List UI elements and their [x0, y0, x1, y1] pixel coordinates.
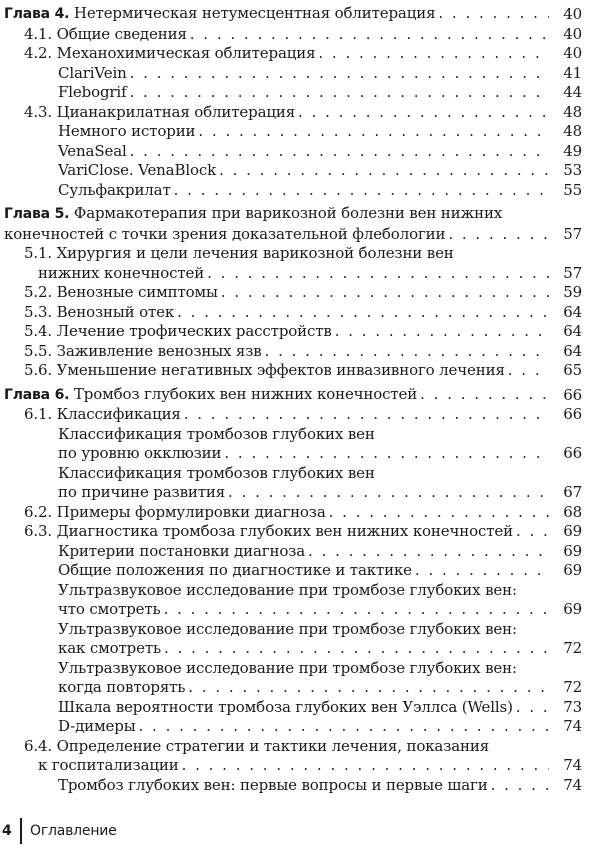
toc-entry-text [38, 264, 204, 284]
toc-title: Немного истории [58, 122, 196, 140]
toc-entry-line [58, 122, 552, 142]
toc-page-number: 69 [563, 522, 582, 540]
toc-title: к госпитализации [38, 756, 179, 774]
toc-entry-text [58, 161, 216, 181]
toc-page-number: 40 [563, 24, 582, 43]
toc-page-number: 66 [563, 444, 582, 462]
toc-page-number: 57 [563, 263, 582, 282]
toc-title: Критерии постановки диагноза [58, 541, 306, 560]
dot-leader [228, 483, 549, 503]
toc-entry-line [24, 264, 552, 284]
footer-divider [20, 818, 22, 844]
toc-title: 4.3. Цианакрилатная облитерация [24, 102, 296, 121]
toc-entry-line [24, 503, 552, 523]
toc-entry-text [58, 542, 305, 562]
toc-entry-text [58, 717, 136, 737]
toc-entry-text [4, 204, 502, 222]
toc-entry-line [58, 444, 552, 464]
toc-section-entry [0, 322, 582, 342]
toc-subsection-entry [0, 161, 582, 181]
toc-page-number: 48 [563, 122, 582, 140]
toc-title: Ультразвуковое исследование при тромбозе глубоких вен: [58, 580, 517, 599]
toc-entry-text [58, 600, 161, 620]
toc-title: 6.3. Диагностика тромбоза глубоких вен нижних конечностей [24, 522, 513, 540]
toc-entry-line [24, 25, 552, 45]
dot-leader [164, 639, 549, 659]
toc-section-entry [0, 44, 582, 64]
dot-leader [184, 405, 549, 425]
toc-page-number: 40 [563, 5, 582, 23]
toc-entry-text [24, 322, 332, 342]
toc-entry-line [24, 322, 552, 342]
toc-page-number: 67 [563, 483, 582, 501]
toc-entry-line [58, 717, 552, 737]
toc-entry-line [24, 283, 552, 303]
toc-title: 6.1. Классификация [24, 405, 181, 423]
toc-page-number: 41 [563, 63, 582, 82]
toc-page-number: 74 [563, 775, 582, 794]
toc-section-entry [0, 405, 582, 425]
toc-entry-line [58, 698, 552, 718]
toc-subsection-entry [0, 64, 582, 84]
toc-entry-text [58, 678, 185, 698]
toc-entry-text [24, 342, 262, 362]
dot-leader [188, 678, 549, 698]
toc-entry-line [58, 600, 552, 620]
toc-entry-text [58, 425, 375, 443]
toc-page-number: 49 [563, 141, 582, 160]
toc-page-number: 73 [563, 697, 582, 716]
toc-subsection-entry [0, 581, 582, 620]
toc-entry-text [24, 244, 454, 262]
toc-title: 5.1. Хирургия и цели лечения варикозной болезни вен [24, 244, 454, 262]
toc-section-entry [0, 244, 582, 283]
toc-entry-text [58, 561, 412, 581]
toc-title: что смотреть [58, 600, 161, 618]
dot-leader [130, 64, 549, 84]
toc-entry-text [24, 405, 181, 425]
dot-leader [190, 25, 549, 45]
toc-entry-text [58, 776, 488, 796]
toc-entry-text [4, 225, 445, 245]
toc-entry-line [58, 161, 552, 181]
toc-section-entry [0, 737, 582, 776]
toc-entry-text [58, 698, 513, 718]
toc-entry-line [58, 620, 552, 640]
dot-leader [516, 522, 549, 542]
toc-entry-line [24, 756, 552, 776]
dot-leader [164, 600, 549, 620]
toc-subsection-entry [0, 122, 582, 142]
toc-subsection-entry [0, 659, 582, 698]
toc-entry-line [24, 44, 552, 64]
toc-entry-text [58, 620, 517, 638]
dot-leader [224, 444, 549, 464]
toc-title: 5.4. Лечение трофических расстройств [24, 322, 332, 340]
toc-entry-text [24, 503, 326, 523]
dot-leader [298, 103, 549, 123]
toc-page-number: 55 [563, 180, 582, 199]
toc-page-number: 48 [563, 102, 582, 121]
dot-leader [335, 322, 549, 342]
dot-leader [219, 161, 549, 181]
toc-page-number: 64 [563, 322, 582, 340]
toc-title: Общие положения по диагностике и тактике [58, 561, 412, 579]
toc-entry-text [24, 25, 187, 45]
toc-entry-line [24, 303, 552, 323]
dot-leader [130, 83, 550, 103]
dot-leader [448, 225, 549, 245]
toc-subsection-entry [0, 181, 582, 201]
toc-entry-text [58, 181, 171, 201]
toc-entry-line [24, 103, 552, 123]
toc-subsection-entry [0, 698, 582, 718]
toc-page-number: 59 [563, 283, 582, 301]
toc-entry-line [58, 181, 552, 201]
toc-entry-text [58, 659, 517, 677]
toc-entry-line [24, 342, 552, 362]
toc-title: VariClose. VenaBlock [58, 161, 217, 179]
toc-page-number: 64 [563, 341, 582, 360]
toc-page-number: 74 [563, 717, 582, 735]
toc-title: по уровню окклюзии [58, 444, 222, 462]
toc-title: когда повторять [58, 678, 186, 696]
toc-title: Тромбоз глубоких вен нижних конечностей [73, 384, 418, 403]
toc-entry-text [24, 737, 489, 755]
toc-title: ClariVein [58, 63, 127, 82]
toc-title: по причине развития [58, 483, 226, 501]
toc-entry-text [58, 464, 375, 482]
toc-page-number: 72 [563, 678, 582, 696]
toc-entry-line [4, 204, 552, 225]
toc-title: как смотреть [58, 639, 162, 657]
page-number: 4 [2, 823, 12, 839]
toc-title: нижних конечностей [38, 263, 205, 282]
toc-section-entry [0, 342, 582, 362]
toc-subsection-entry [0, 776, 582, 796]
toc-title: 4.1. Общие сведения [24, 24, 187, 43]
dot-leader [420, 385, 549, 405]
toc-entry-text [24, 283, 218, 303]
dot-leader [182, 756, 549, 776]
dot-leader [329, 503, 549, 523]
toc-chapter-entry [0, 385, 582, 406]
toc-section-entry [0, 503, 582, 523]
toc-entry-text [24, 361, 505, 381]
dot-leader [318, 44, 549, 64]
toc-entry-text [58, 64, 127, 84]
toc-page-number: 69 [563, 561, 582, 579]
toc-title: 5.2. Венозные симптомы [24, 283, 218, 301]
toc-entry-text [58, 83, 127, 103]
toc-page-number: 68 [563, 502, 582, 521]
dot-leader [174, 181, 549, 201]
toc-title: Нетермическая нетумесцентная облитерация [73, 4, 436, 22]
toc-title: 5.6. Уменьшение негативных эффектов инвазивного лечения [24, 361, 505, 379]
toc-entry-line [4, 385, 552, 406]
toc-chapter-entry [0, 204, 582, 244]
toc-entry-text [38, 756, 179, 776]
toc-entry-text [58, 142, 127, 162]
toc-title: Тромбоз глубоких вен: первые вопросы и первые шаги [58, 775, 488, 794]
table-of-contents [0, 4, 582, 795]
toc-entry-text [4, 4, 435, 25]
toc-title: VenaSeal [58, 141, 127, 160]
toc-section-entry [0, 25, 582, 45]
toc-entry-line [58, 64, 552, 84]
toc-subsection-entry [0, 620, 582, 659]
dot-leader [177, 303, 549, 323]
toc-entry-line [58, 561, 552, 581]
toc-page-number: 69 [563, 600, 582, 618]
toc-entry-line [58, 659, 552, 679]
dot-leader [265, 342, 549, 362]
toc-page-number: 57 [563, 224, 582, 243]
chapter-label: Глава 5. [4, 206, 70, 222]
toc-title: Шкала вероятности тромбоза глубоких вен Уэллса (Wells) [58, 697, 513, 716]
toc-page-number: 72 [563, 639, 582, 657]
toc-entry-line [58, 464, 552, 484]
dot-leader [516, 698, 549, 718]
toc-entry-text [24, 44, 315, 64]
toc-title: 5.5. Заживление венозных язв [24, 341, 262, 360]
toc-subsection-entry [0, 464, 582, 503]
toc-entry-text [58, 483, 225, 503]
toc-entry-text [4, 385, 417, 406]
toc-entry-line [58, 83, 552, 103]
toc-subsection-entry [0, 425, 582, 464]
toc-chapter-entry [0, 4, 582, 25]
toc-entry-line [58, 483, 552, 503]
toc-subsection-entry [0, 142, 582, 162]
page-footer [0, 818, 117, 844]
toc-page-number: 40 [563, 44, 582, 62]
dot-leader [308, 542, 549, 562]
toc-title: Flebogrif [58, 83, 127, 101]
chapter-label: Глава 4. [4, 6, 70, 22]
toc-title: Сульфакрилат [58, 180, 171, 199]
toc-entry-line [58, 142, 552, 162]
toc-entry-line [58, 639, 552, 659]
toc-title: конечностей с точки зрения доказательной флебологии [4, 224, 446, 243]
toc-page-number: 69 [563, 541, 582, 560]
dot-leader [221, 283, 549, 303]
dot-leader [508, 361, 549, 381]
toc-title: D-димеры [58, 717, 136, 735]
dot-leader [207, 264, 549, 284]
toc-subsection-entry [0, 717, 582, 737]
toc-subsection-entry [0, 83, 582, 103]
toc-section-entry [0, 303, 582, 323]
toc-entry-line [24, 737, 552, 757]
toc-section-entry [0, 361, 582, 381]
toc-title: Классификация тромбозов глубоких вен [58, 424, 375, 443]
toc-entry-line [58, 678, 552, 698]
toc-entry-line [4, 4, 552, 25]
toc-subsection-entry [0, 542, 582, 562]
toc-entry-text [58, 639, 161, 659]
toc-page-number: 66 [563, 385, 582, 404]
toc-page-number: 53 [563, 161, 582, 179]
toc-entry-line [58, 776, 552, 796]
toc-entry-line [24, 361, 552, 381]
toc-entry-text [58, 122, 195, 142]
toc-entry-line [24, 244, 552, 264]
toc-page-number: 66 [563, 405, 582, 423]
toc-page-number: 65 [563, 361, 582, 379]
toc-page-number: 44 [563, 83, 582, 101]
toc-title: 5.3. Венозный отек [24, 302, 175, 321]
dot-leader [198, 122, 549, 142]
toc-entry-line [58, 542, 552, 562]
toc-title: 4.2. Механохимическая облитерация [24, 44, 316, 62]
chapter-label: Глава 6. [4, 386, 70, 403]
dot-leader [130, 142, 549, 162]
toc-entry-text [58, 581, 517, 599]
toc-entry-line [24, 522, 552, 542]
toc-entry-text [24, 103, 295, 123]
toc-section-entry [0, 103, 582, 123]
toc-page-number: 64 [563, 302, 582, 321]
toc-title: 6.2. Примеры формулировки диагноза [24, 502, 326, 521]
toc-title: Ультразвуковое исследование при тромбозе глубоких вен: [58, 658, 517, 677]
toc-page-number: 74 [563, 756, 582, 774]
toc-entry-text [58, 444, 221, 464]
toc-subsection-entry [0, 561, 582, 581]
toc-entry-line [24, 405, 552, 425]
toc-entry-line [58, 425, 552, 445]
toc-title: 6.4. Определение стратегии и тактики лечения, показания [24, 736, 490, 755]
dot-leader [139, 717, 550, 737]
toc-entry-text [24, 303, 174, 323]
dot-leader [491, 776, 549, 796]
toc-title: Ультразвуковое исследование при тромбозе глубоких вен: [58, 619, 517, 638]
toc-title: Фармакотерапия при варикозной болезни вен нижних [73, 204, 503, 222]
toc-entry-text [24, 522, 513, 542]
toc-title: Классификация тромбозов глубоких вен [58, 463, 375, 482]
toc-section-entry [0, 522, 582, 542]
footer-section-title: Оглавление [30, 823, 117, 839]
toc-entry-line [58, 581, 552, 601]
toc-section-entry [0, 283, 582, 303]
dot-leader [438, 4, 549, 24]
toc-entry-line [4, 225, 552, 245]
dot-leader [415, 561, 549, 581]
